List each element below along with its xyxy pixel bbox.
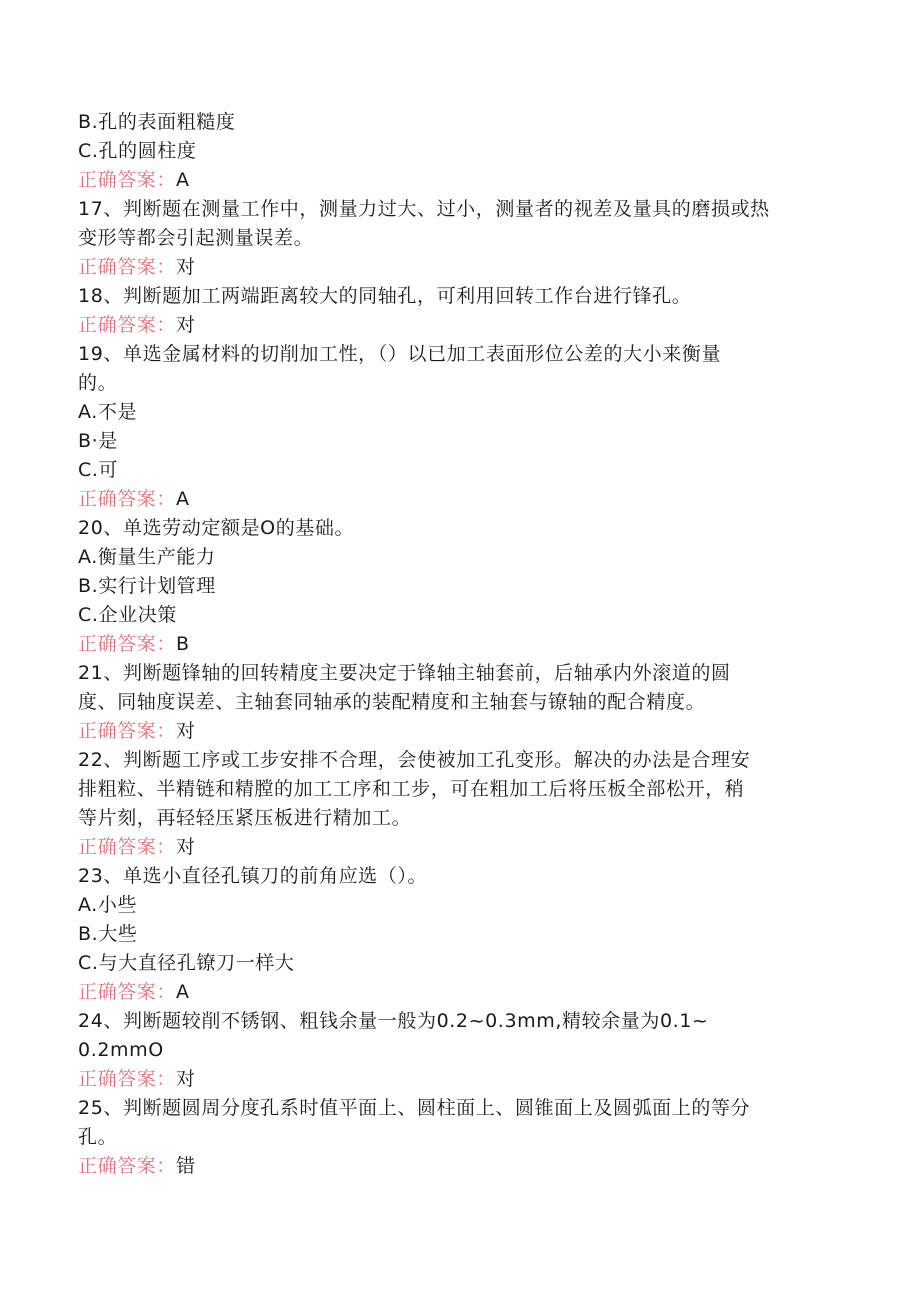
answer-line [78,253,838,282]
answer-value: A [176,488,190,510]
question-line: 度、同轴度误差、主轴套同轴承的装配精度和主轴套与镣轴的配合精度。 [78,691,706,713]
answer-line [78,1152,838,1181]
option-line: A.不是 [78,401,138,423]
question-line: 的。 [78,372,118,394]
answer-line [78,630,838,659]
answer-line [78,833,838,862]
question-line: 孔。 [78,1126,118,1148]
question-line: 22、判断题工序或工步安排不合理，会使被加工孔变形。解决的办法是合理安 [78,749,751,771]
answer-label: 正确答案： [78,488,177,510]
answer-label: 正确答案： [78,720,177,742]
question-line: 24、判断题较削不锈钢、粗钱余量一般为0.2~0.3mm,精较余量为0.1~ [78,1010,709,1032]
question-line: 23、单选小直径孔镇刀的前角应选（）。 [78,865,428,887]
question-line: 21、判断题锋轴的回转精度主要决定于锋轴主轴套前，后轴承内外滚道的圆 [78,662,731,684]
option-line: A.衡量生产能力 [78,546,216,568]
document-page [78,108,838,1181]
option-line: C.可 [78,459,119,481]
option-line: B·是 [78,430,118,452]
answer-line [78,978,838,1007]
question-line: 18、判断题加工两端距离较大的同轴孔，可利用回转工作台进行锋孔。 [78,285,692,307]
answer-line [78,485,838,514]
question-line: 25、判断题圆周分度孔系时值平面上、圆柱面上、圆锥面上及圆弧面上的等分 [78,1097,751,1119]
answer-label: 正确答案： [78,981,177,1003]
answer-value: 对 [176,1068,196,1090]
answer-label: 正确答案： [78,169,177,191]
answer-value: 对 [176,720,196,742]
option-line: C.企业决策 [78,604,177,626]
option-line: B.孔的表面粗糙度 [78,111,236,133]
answer-line [78,166,838,195]
answer-value: B [176,633,190,655]
question-line: 0.2mmO [78,1039,164,1061]
option-line: C.孔的圆柱度 [78,140,197,162]
answer-line [78,717,838,746]
option-line: B.实行计划管理 [78,575,216,597]
answer-value: 对 [176,314,196,336]
question-line: 20、单选劳动定额是O的基础。 [78,517,355,539]
answer-value: A [176,981,190,1003]
question-line: 19、单选金属材料的切削加工性，（）以已加工表面形位公差的大小来衡量 [78,343,722,365]
question-line: 17、判断题在测量工作中，测量力过大、过小，测量者的视差及量具的磨损或热 [78,198,770,220]
answer-value: 错 [176,1155,196,1177]
answer-label: 正确答案： [78,314,177,336]
option-line: B.大些 [78,923,138,945]
answer-value: 对 [176,256,196,278]
answer-value: 对 [176,836,196,858]
answer-label: 正确答案： [78,836,177,858]
option-line: A.小些 [78,894,138,916]
question-line: 排粗粒、半精链和精膛的加工工序和工步，可在粗加工后将压板全部松开，稍 [78,778,745,800]
option-line: C.与大直径孔镣刀一样大 [78,952,295,974]
answer-label: 正确答案： [78,1155,177,1177]
answer-label: 正确答案： [78,633,177,655]
question-line: 变形等都会引起测量误差。 [78,227,314,249]
answer-value: A [176,169,190,191]
answer-line [78,1065,838,1094]
answer-line [78,311,838,340]
answer-label: 正确答案： [78,1068,177,1090]
answer-label: 正确答案： [78,256,177,278]
question-line: 等片刻，再轻轻压紧压板进行精加工。 [78,807,412,829]
